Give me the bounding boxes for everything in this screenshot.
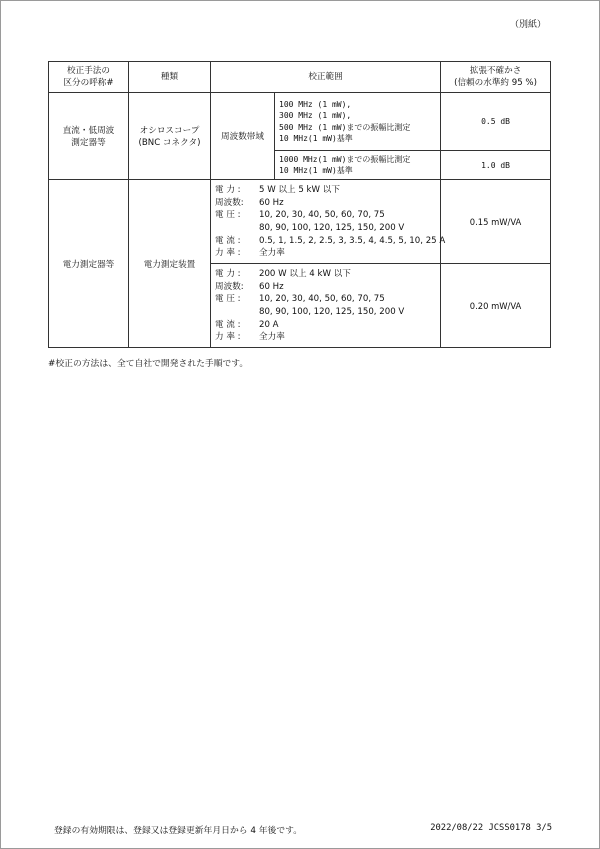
header-method-name: 校正手法の 区分の呼称#	[49, 62, 129, 93]
table-row-dc-1	[49, 93, 551, 151]
footnote: #校正の方法は、全て自社で開発された手順です。	[48, 359, 249, 369]
power-method-cell: 電力測定器等	[49, 180, 129, 348]
dc-range-1: 100 MHz (1 mW), 300 MHz (1 mW), 500 MHz (1 mW)までの振幅比測定 10 MHz(1 mW)基準	[275, 93, 441, 151]
document-id: 2022/08/22 JCSS0178 3/5	[430, 823, 552, 833]
header-range: 校正範囲	[211, 62, 441, 93]
annex-label: （別紙）	[509, 20, 546, 30]
header-uncertainty: 拡張不確かさ (信頼の水準約 95 %)	[441, 62, 551, 93]
dc-method-cell: 直流・低周波 測定器等	[49, 93, 129, 180]
dc-param-cell: 周波数帯域	[211, 93, 275, 180]
calibration-table	[48, 61, 551, 348]
header-type: 種類	[129, 62, 211, 93]
dc-uncertainty-1: 0.5 dB	[441, 93, 551, 151]
power-uncertainty-a: 0.15 mW/VA	[441, 180, 551, 264]
dc-type-cell: オシロスコープ (BNC コネクタ)	[129, 93, 211, 180]
power-range-b: 電 力 : 200 W 以上 4 kW 以下 周波数: 60 Hz 電 圧 : 10, 20, 30, 40, 50, 60, 70, 75 80, 90, 100, 120, 125, 150, 200 V 電 流 : 20 A 力 率 : 全力率	[211, 264, 441, 348]
dc-range-2: 1000 MHz(1 mW)までの振幅比測定 10 MHz(1 mW)基準	[275, 151, 441, 180]
power-type-cell: 電力測定装置	[129, 180, 211, 348]
table-header-row	[49, 62, 551, 93]
table-row-power-1	[49, 180, 551, 264]
power-uncertainty-b: 0.20 mW/VA	[441, 264, 551, 348]
power-range-a: 電 力 : 5 W 以上 5 kW 以下 周波数: 60 Hz 電 圧 : 10, 20, 30, 40, 50, 60, 70, 75 80, 90, 100, 120, 125, 150, 200 V 電 流 : 0.5, 1, 1.5, 2, 2.5, 3, 3.5, 4, 4.5, 5, 10, 25 A 力 率 : 全力率	[211, 180, 441, 264]
validity-note: 登録の有効期限は、登録又は登録更新年月日から 4 年後です。	[54, 826, 303, 836]
dc-uncertainty-2: 1.0 dB	[441, 151, 551, 180]
